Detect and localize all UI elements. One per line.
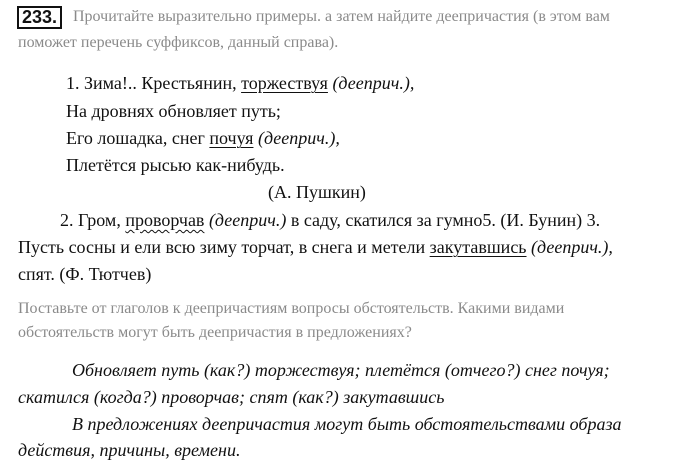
example-text: в саду, скатился за гумно5. (И. Бунин) 3. (286, 210, 601, 230)
example-2-line-2 (18, 236, 613, 258)
answer-line-2: скатился (когда?) проворчав; спят (как?) закутавшись (18, 387, 445, 407)
example-2-line-3: спят. (Ф. Тютчев) (18, 264, 152, 284)
example-text: 2. Гром, (60, 210, 126, 230)
poem-author: (А. Пушкин) (268, 182, 366, 202)
answer-line-1: Обновляет путь (как?) торжествуя; плетётся (отчего?) снег почуя; (72, 360, 610, 380)
poem-text: 1. Зима!.. Крестьянин, (66, 73, 242, 93)
participle-torzhestvuya: торжествуя (241, 73, 328, 93)
participle-note: (дееприч.), (531, 237, 613, 257)
task2-instruction-line2: обстоятельств могут быть деепричастия в предложениях? (18, 324, 412, 341)
participle-provorchav: проворчав (125, 210, 205, 230)
task-instruction-line1: Прочитайте выразительно примеры. а затем найдите деепричастия (в этом вам (73, 8, 610, 25)
participle-note: (дееприч.) (208, 210, 287, 230)
poem-line-3 (66, 127, 340, 149)
participle-note: (дееприч.), (332, 73, 415, 93)
task-instruction-line2: поможет перечень суффиксов, данный справа). (18, 34, 339, 51)
example-text: Пусть сосны и ели всю зиму торчат, в снега и метели (18, 237, 430, 257)
exercise-number: 233. (17, 6, 62, 29)
poem-line-1 (66, 72, 414, 94)
poem-line-2: На дровнях обновляет путь; (66, 101, 281, 121)
answer-line-4: действия, причины, времени. (18, 440, 241, 460)
participle-pochuya: почуя (209, 128, 254, 148)
poem-line-4: Плетётся рысью как-нибудь. (66, 155, 285, 175)
poem-text: Его лошадка, снег (66, 128, 210, 148)
answer-line-3: В предложениях деепричастия могут быть обстоятельствами образа (72, 414, 622, 434)
task2-instruction-line1: Поставьте от глаголов к деепричастиям вопросы обстоятельств. Какими видами (18, 300, 565, 317)
example-2-line-1 (60, 209, 600, 231)
participle-zakutavshis: закутавшись (429, 237, 527, 257)
participle-note: (дееприч.), (257, 128, 340, 148)
